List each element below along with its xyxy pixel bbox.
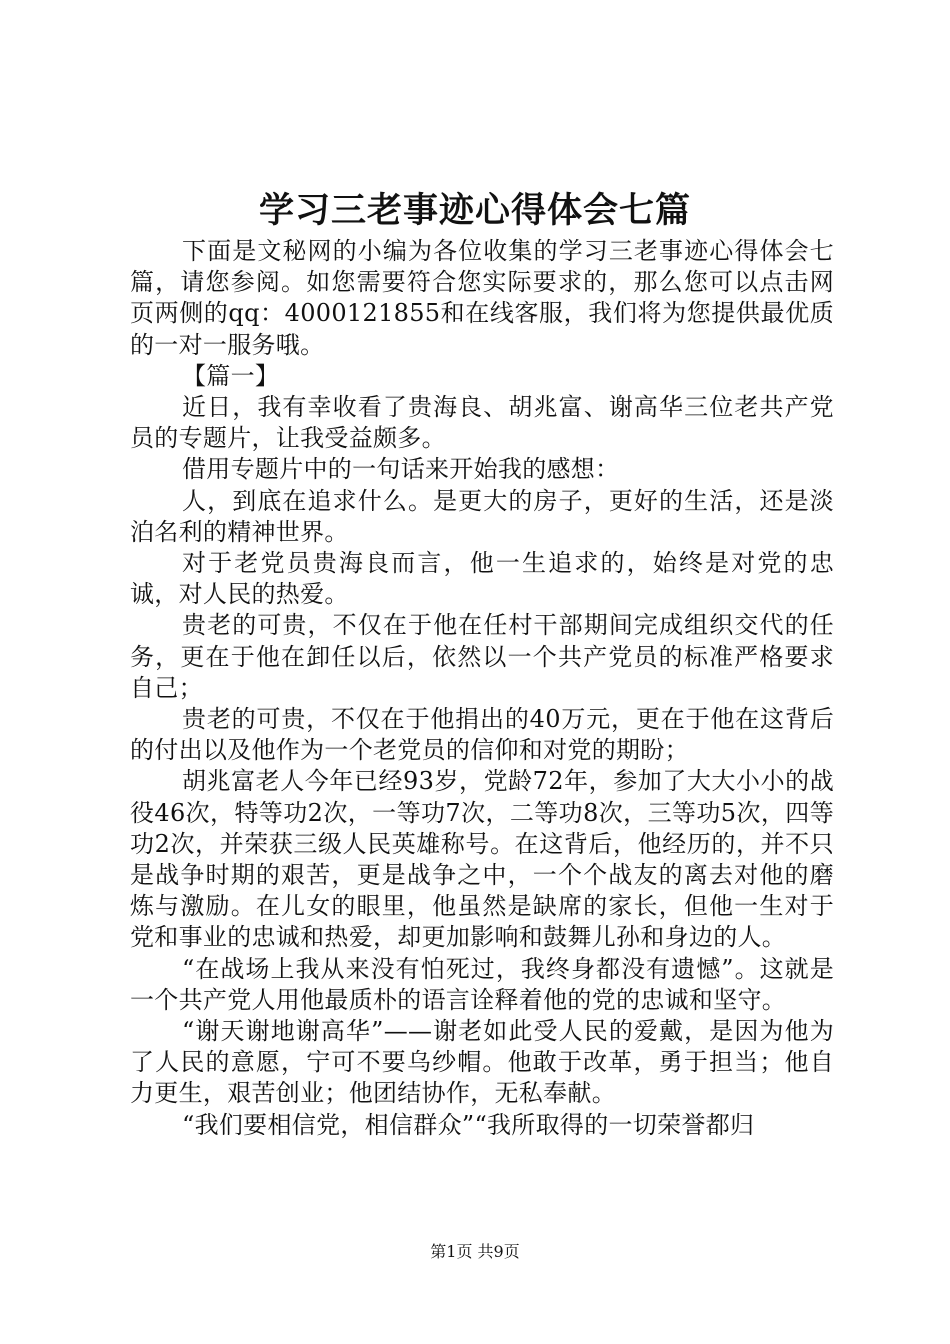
paragraph: 胡兆富老人今年已经93岁，党龄72年，参加了大大小小的战役46次，特等功2次，一等功7次，二等功8次，三等功5次，四等功2次，并荣获三级人民英雄称号。在这背后，他经历的，并不只是战争时期的艰苦，更是战争之中，一个个战友的离去对他的磨炼与激励。在儿女的眼里，他虽然是缺席的家长，但他一生对于党和事业的忠诚和热爱，却更加影响和鼓舞儿孙和身边的人。 — [130, 767, 834, 952]
section-heading-part-one: 【篇一】 — [182, 361, 280, 390]
paragraph-intro: 下面是文秘网的小编为各位收集的学习三老事迹心得体会七篇，请您参阅。如您需要符合您实际要求的，那么您可以点击网页两侧的qq：4000121855和在线客服，我们将为您提供最优质的一对一服务哦。 — [130, 237, 834, 359]
paragraph: “谢天谢地谢高华”——谢老如此受人民的爱戴，是因为他为了人民的意愿，宁可不要乌纱帽。他敢于改革，勇于担当；他自力更生，艰苦创业；他团结协作，无私奉献。 — [130, 1017, 834, 1108]
paragraph: 对于老党员贵海良而言，他一生追求的，始终是对党的忠诚，对人民的热爱。 — [130, 549, 834, 609]
paragraph: 贵老的可贵，不仅在于他捐出的40万元，更在于他在这背后的付出以及他作为一个老党员的信仰和对党的期盼； — [130, 705, 834, 765]
paragraph: 贵老的可贵，不仅在于他在任村干部期间完成组织交代的任务，更在于他在卸任以后，依然以一个共产党员的标准严格要求自己； — [130, 611, 834, 702]
document-title: 学习三老事迹心得体会七篇 — [258, 190, 691, 231]
paragraph: 近日，我有幸收看了贵海良、胡兆富、谢高华三位老共产党员的专题片，让我受益颇多。 — [130, 393, 834, 453]
paragraph: “我们要相信党，相信群众”“我所取得的一切荣誉都归 — [182, 1110, 755, 1139]
page-footer: 第1页 共9页 — [430, 1242, 520, 1261]
paragraph: 人，到底在追求什么。是更大的房子，更好的生活，还是淡泊名利的精神世界。 — [130, 486, 834, 546]
document-body — [130, 236, 834, 1141]
paragraph: 借用专题片中的一句话来开始我的感想： — [182, 455, 620, 484]
paragraph: “在战场上我从来没有怕死过，我终身都没有遗憾”。这就是一个共产党人用他最质朴的语言诠释着他的党的忠诚和坚守。 — [130, 954, 834, 1014]
